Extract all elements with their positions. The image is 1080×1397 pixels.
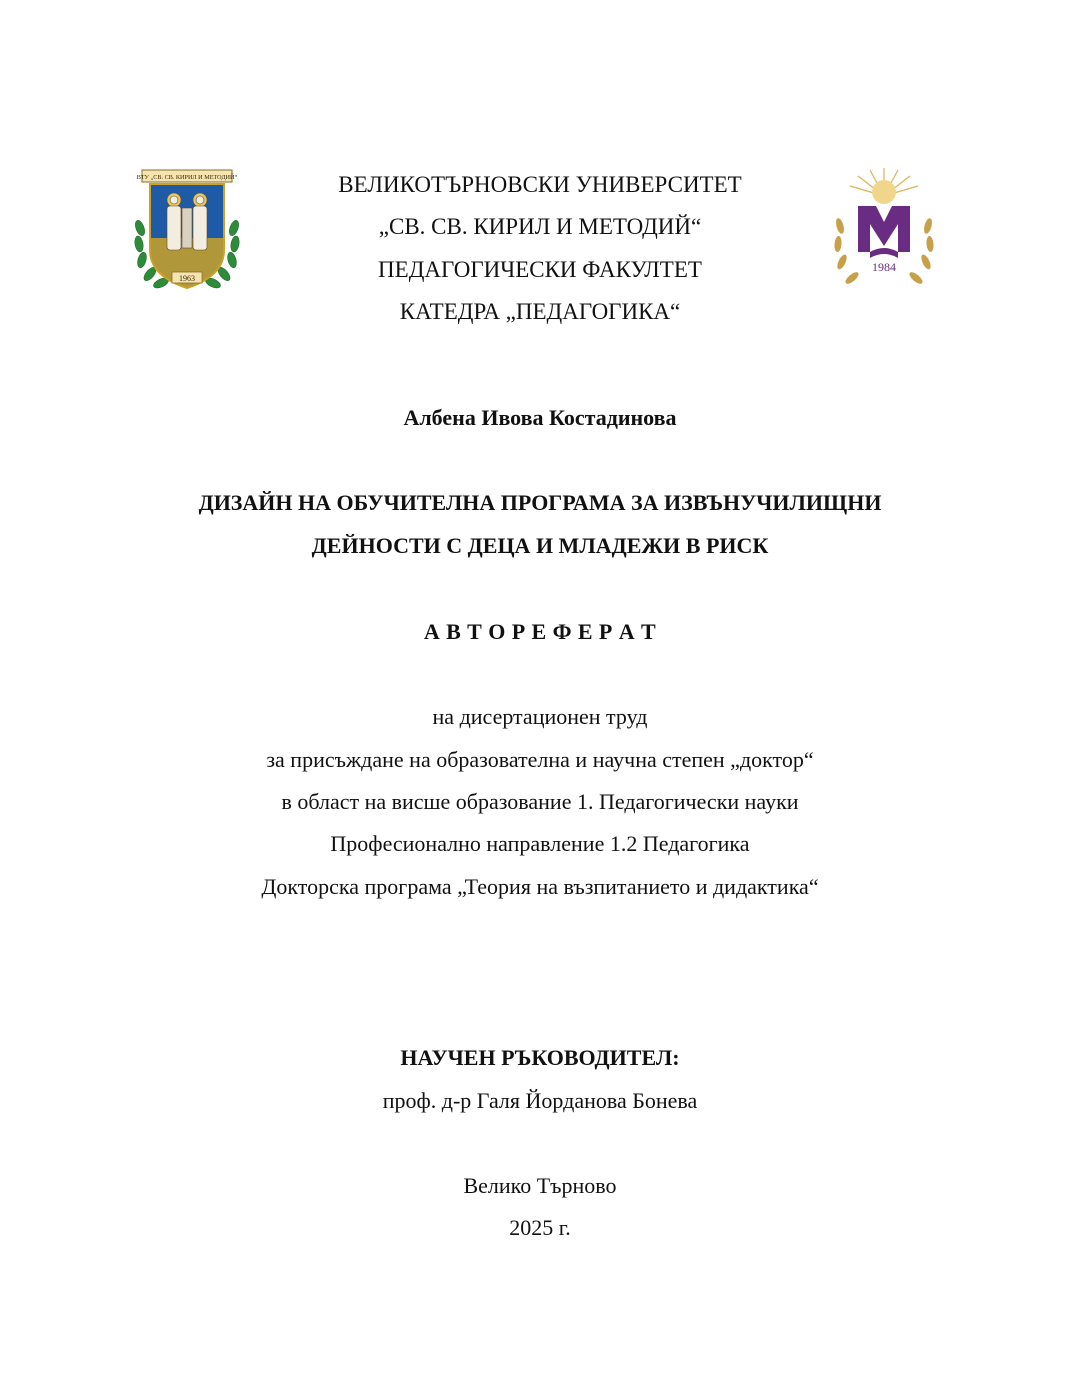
document-type: А В Т О Р Е Ф Е Р А Т xyxy=(423,619,657,644)
description-line4: Професионално направление 1.2 Педагогика xyxy=(330,831,750,856)
description-line1: на дисертационен труд xyxy=(432,704,648,729)
svg-text:1963: 1963 xyxy=(179,274,195,283)
description-line2: за присъждане на образователна и научна степен „доктор“ xyxy=(266,747,814,772)
svg-text:ВТУ „СВ. СВ. КИРИЛ И МЕТОДИЙ“: ВТУ „СВ. СВ. КИРИЛ И МЕТОДИЙ“ xyxy=(136,174,238,181)
university-name-line2: „СВ. СВ. КИРИЛ И МЕТОДИЙ“ xyxy=(378,214,702,239)
department-name: КАТЕДРА „ПЕДАГОГИКА“ xyxy=(399,299,681,324)
svg-text:1984: 1984 xyxy=(872,260,896,274)
description-line5: Докторска програма „Теория на възпитанието и дидактика“ xyxy=(261,874,819,899)
supervisor-heading: НАУЧЕН РЪКОВОДИТЕЛ: xyxy=(400,1045,680,1070)
thesis-title-line1: ДИЗАЙН НА ОБУЧИТЕЛНА ПРОГРАМА ЗА ИЗВЪНУЧИЛИЩНИ xyxy=(198,490,882,515)
university-name-line1: ВЕЛИКОТЪРНОВСКИ УНИВЕРСИТЕТ xyxy=(338,172,742,197)
author-name: Албена Ивова Костадинова xyxy=(403,405,677,430)
year: 2025 г. xyxy=(509,1215,571,1240)
description-line3: в област на висше образование 1. Педагогически науки xyxy=(281,789,799,814)
supervisor-name: проф. д-р Галя Йорданова Бонева xyxy=(382,1088,698,1113)
faculty-name: ПЕДАГОГИЧЕСКИ ФАКУЛТЕТ xyxy=(378,257,702,282)
thesis-title-line2: ДЕЙНОСТИ С ДЕЦА И МЛАДЕЖИ В РИСК xyxy=(311,533,769,558)
city: Велико Търново xyxy=(463,1173,617,1198)
